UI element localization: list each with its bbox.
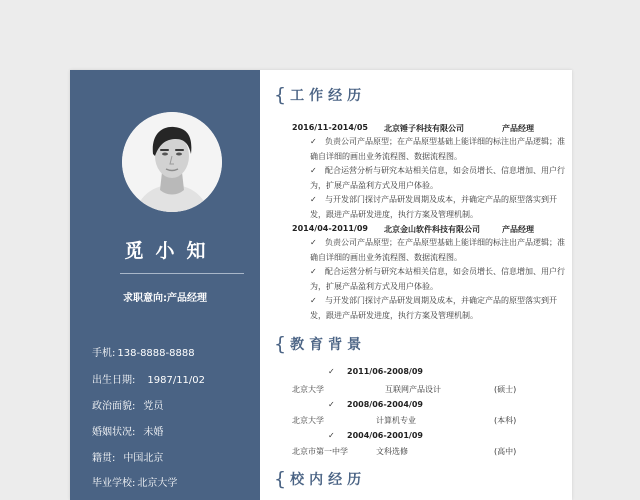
bracket-icon: { — [274, 468, 287, 490]
section-work-title — [274, 84, 366, 106]
info-value: 党员 — [143, 401, 164, 412]
job-position: 产品经理 — [502, 225, 534, 234]
job-bullet — [310, 164, 565, 193]
check-icon: ✓ — [328, 367, 335, 376]
job-period: 2014/04-2011/09 — [292, 224, 368, 233]
check-icon: ✓ — [328, 431, 335, 440]
info-phone — [92, 344, 195, 359]
info-school — [92, 474, 177, 489]
info-label: 毕业学校: — [92, 478, 136, 489]
job-bullet — [310, 294, 565, 323]
edu-school: 北京市第一中学 — [292, 447, 348, 456]
bullet-text: 负责公司产品原型；在产品原型基础上能详细的标注出产品逻辑；准确自详细的画出业务流程图、数据流程图。 — [310, 137, 565, 161]
avatar — [122, 112, 222, 212]
job-company: 北京锤子科技有限公司 — [384, 124, 464, 133]
info-label: 政治面貌: — [92, 401, 136, 412]
bracket-icon: { — [274, 84, 287, 106]
section-education-title — [274, 333, 366, 355]
edu-major: 互联网产品设计 — [385, 385, 441, 394]
job-bullet — [310, 265, 565, 294]
info-political — [92, 397, 163, 412]
check-icon: ✓ — [310, 296, 317, 305]
info-value: 1987/11/02 — [147, 375, 206, 386]
avatar-photo-icon — [122, 112, 222, 212]
resume-main — [260, 70, 572, 500]
bracket-icon: { — [274, 333, 287, 355]
edu-school: 北京大学 — [292, 416, 324, 425]
check-icon: ✓ — [310, 137, 317, 146]
section-campus-title — [274, 468, 366, 490]
candidate-name: 觅小知 — [124, 240, 218, 262]
info-label: 手机: — [92, 348, 116, 359]
job-bullet — [310, 193, 565, 222]
job-bullet — [310, 236, 565, 265]
job-company: 北京金山软件科技有限公司 — [384, 225, 480, 234]
check-icon: ✓ — [310, 267, 317, 276]
edu-degree: (本科) — [494, 416, 517, 425]
info-value: 138-8888-8888 — [117, 348, 195, 359]
section-title-text: 教育背景 — [290, 337, 367, 353]
edu-major: 文科选修 — [376, 447, 408, 456]
edu-school: 北京大学 — [292, 385, 324, 394]
info-label: 出生日期: — [92, 375, 136, 386]
edu-period: 2004/06-2001/09 — [347, 431, 423, 440]
name-divider — [120, 273, 244, 274]
info-marital — [92, 423, 163, 438]
section-title-text: 工作经历 — [290, 88, 367, 104]
resume-sheet — [70, 70, 572, 500]
info-label: 籍贯: — [92, 453, 116, 464]
check-icon: ✓ — [310, 195, 317, 204]
info-value: 北京大学 — [137, 478, 178, 489]
info-value: 中国北京 — [123, 453, 164, 464]
job-bullet — [310, 135, 565, 164]
bullet-text: 与开发部门探讨产品研发周期及成本，并确定产品的原型落实到开发，跟进产品研发进度，执行方案及管理机制。 — [310, 296, 557, 320]
job-period: 2016/11-2014/05 — [292, 123, 368, 132]
edu-major: 计算机专业 — [376, 416, 416, 425]
info-birthdate — [92, 371, 205, 386]
bullet-text: 负责公司产品原型；在产品原型基础上能详细的标注出产品逻辑；准确自详细的画出业务流程图、数据流程图。 — [310, 238, 565, 262]
job-position: 产品经理 — [502, 124, 534, 133]
edu-degree: (高中) — [494, 447, 517, 456]
edu-period: 2008/06-2004/09 — [347, 400, 423, 409]
check-icon: ✓ — [328, 400, 335, 409]
info-hometown — [92, 449, 163, 464]
bullet-text: 配合运营分析与研究本站相关信息，如会员增长、信息增加、用户行为，扩展产品盈利方式及用户体验。 — [310, 166, 565, 190]
info-value: 未婚 — [143, 427, 164, 438]
edu-degree: (硕士) — [494, 385, 517, 394]
profile-sidebar — [70, 70, 260, 500]
section-title-text: 校内经历 — [290, 472, 367, 488]
check-icon: ✓ — [310, 166, 317, 175]
info-label: 婚姻状况: — [92, 427, 136, 438]
bullet-text: 与开发部门探讨产品研发周期及成本，并确定产品的原型落实到开发，跟进产品研发进度，执行方案及管理机制。 — [310, 195, 557, 219]
edu-period: 2011/06-2008/09 — [347, 367, 423, 376]
bullet-text: 配合运营分析与研究本站相关信息，如会员增长、信息增加、用户行为，扩展产品盈利方式及用户体验。 — [310, 267, 565, 291]
job-objective: 求职意向:产品经理 — [123, 293, 207, 304]
check-icon: ✓ — [310, 238, 317, 247]
